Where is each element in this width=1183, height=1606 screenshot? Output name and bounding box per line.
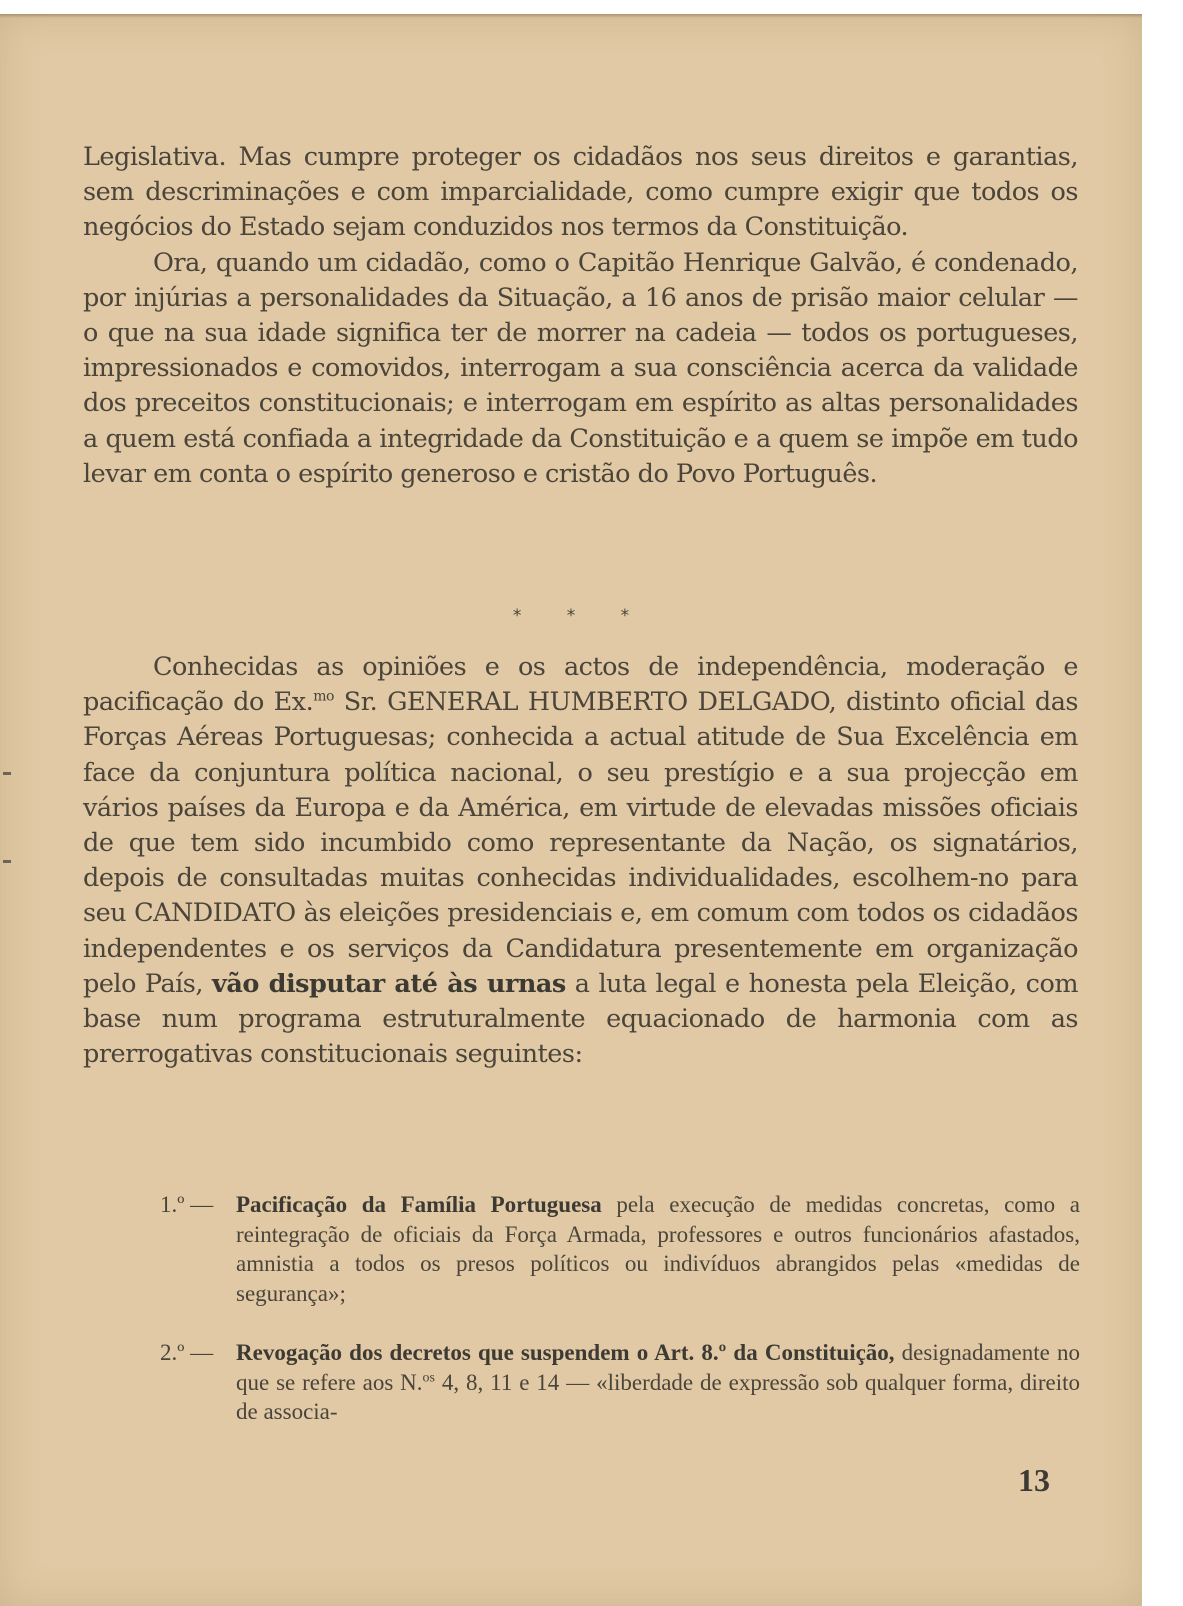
program-item-1	[160, 1190, 1080, 1308]
superscript-mo: mo	[313, 688, 334, 705]
item-body	[236, 1338, 1080, 1427]
item-text-start: designadamente no que se refere aos N.	[236, 1340, 1080, 1395]
emphasis-urnas: vão disputar até às urnas	[212, 968, 566, 999]
item-text: pela execução de medidas concretas, como a reintegração de oficiais da Força Armada, professores e outros funcionários afastados, amnistia a todos os presos políticos ou indivíduos abrangidos pelas «medidas de segurança»;	[236, 1192, 1080, 1306]
item-text-end: 4, 8, 11 e 14 — «liberdade de expressão sob qualquer forma, direito de associa-	[236, 1369, 1080, 1424]
page-number: 13	[1018, 1462, 1050, 1498]
paragraph-candidature-end: a luta legal e honesta pela Eleição, com base num programa estruturalmente equacionado de harmonia com as prerrogativas constitucionais seguintes:	[83, 968, 1078, 1070]
item-title: Revogação dos decretos que suspendem o Art. 8.º da Constituição,	[236, 1340, 895, 1365]
document-page	[0, 14, 1142, 1606]
paragraph-candidature-start: Conhecidas as opiniões e os actos de independência, moderação e pacificação do Ex.	[83, 652, 1078, 718]
paragraph-candidature	[83, 650, 1078, 1072]
item-body	[236, 1190, 1080, 1308]
paragraph-galvao: Ora, quando um cidadão, como o Capitão Henrique Galvão, é condenado, por injúrias a personalidades da Situação, a 16 anos de prisão maior celular — o que na sua idade significa ter de morrer na cadeia — todos os portugueses, impressionados e comovidos, interrogam a sua consciência acerca da validade dos preceitos constitucionais; e interrogam em espírito as altas personalidades a quem está confiada a integridade da Constituição e a quem se impõe em tudo levar em conta o espírito generoso e cristão do Povo Português.	[83, 247, 1078, 489]
paragraph-legislativa: Legislativa. Mas cumpre proteger os cidadãos nos seus direitos e garantias, sem descriminações e com imparcialidade, como cumpre exigir que todos os negócios do Estado sejam conduzidos nos termos da Constituição.	[83, 142, 1078, 243]
section-separator: * * *	[512, 606, 630, 626]
paragraph-section-1	[83, 140, 1078, 492]
margin-mark	[3, 860, 11, 863]
margin-mark	[3, 772, 11, 775]
superscript-os: os	[422, 1369, 435, 1385]
item-number: 1.º —	[160, 1192, 214, 1217]
program-item-2	[160, 1338, 1080, 1427]
paragraph-candidature-mid: Sr. GENERAL HUMBERTO DELGADO, distinto oficial das Forças Aéreas Portuguesas; conhecida a actual atitude de Sua Excelência em face da conjuntura política nacional, o seu prestígio e a sua projecção em vários países da Europa e da América, em virtude de elevadas missões oficiais de que tem sido incumbido como representante da Nação, os signatários, depois de consultadas muitas conhecidas individualidades, escolhem-no para seu CANDIDATO às eleições presidenciais e, em comum com todos os cidadãos independentes e os serviços da Candidatura presentemente em organização pelo País,	[83, 687, 1079, 999]
item-title: Pacificação da Família Portuguesa	[236, 1192, 602, 1217]
item-number: 2.º —	[160, 1340, 214, 1365]
paragraph-section-2	[83, 650, 1078, 1072]
